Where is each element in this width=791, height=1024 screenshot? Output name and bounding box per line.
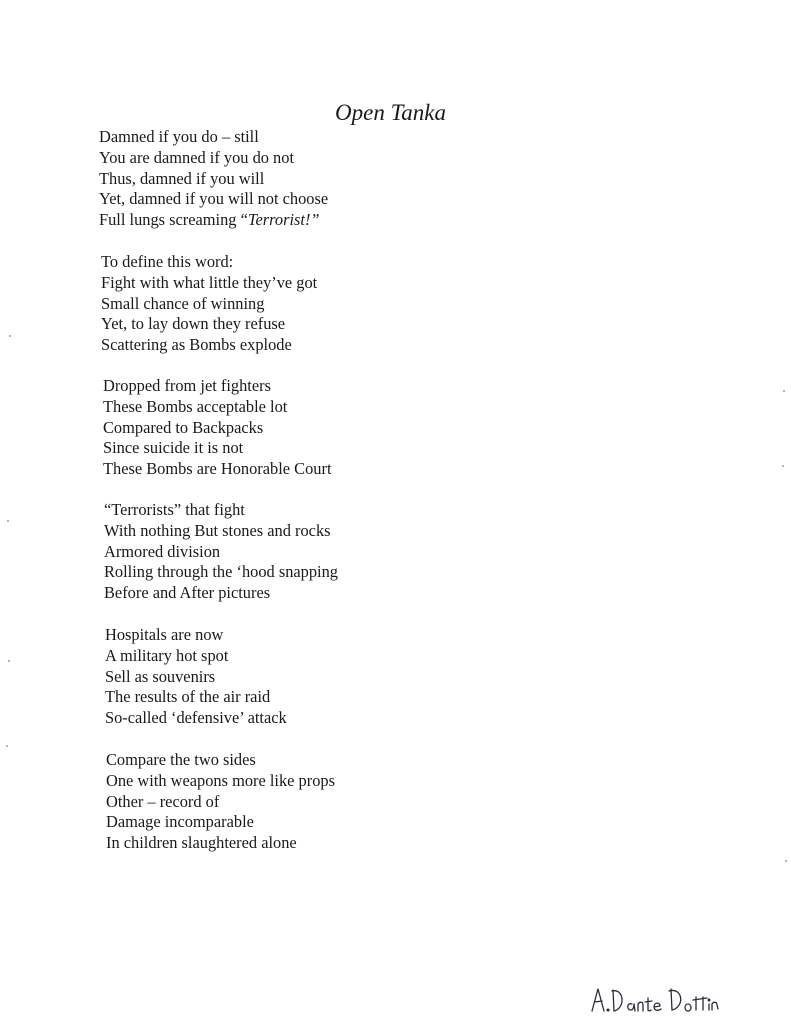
poem-line: So-called ‘defensive’ attack [105, 708, 287, 728]
scan-speck [7, 520, 9, 522]
poem-line: Sell as souvenirs [105, 666, 216, 686]
poem-line: Rolling through the ‘hood snapping [104, 562, 339, 582]
poem-line [99, 210, 328, 231]
poem-title: Open Tanka [335, 100, 446, 125]
poem-line: In children slaughtered alone [106, 833, 297, 853]
poem-line: These Bombs are Honorable Court [103, 459, 332, 479]
poem-line: Armored division [104, 541, 221, 561]
poem-line: With nothing But stones and rocks [104, 520, 331, 540]
stanza-6 [106, 750, 335, 854]
scan-speck [783, 390, 785, 392]
poem-line: These Bombs acceptable lot [103, 396, 288, 416]
poem-line: Before and After pictures [104, 583, 271, 603]
poem-line: Thus, damned if you will [99, 168, 265, 188]
poem-line: One with weapons more like props [106, 770, 335, 790]
poem-line: A military hot spot [105, 645, 229, 665]
poem-line: Since suicide it is not [103, 438, 244, 458]
poem-line: You are damned if you do not [99, 147, 294, 167]
poem-line: Small chance of winning [101, 293, 265, 313]
poem-line: Compare the two sides [106, 750, 256, 769]
stanza-3 [103, 376, 332, 480]
handwritten-signature [590, 985, 722, 1017]
stanza-5 [105, 625, 287, 729]
scan-speck [782, 465, 784, 467]
poem-line-text: Full lungs screaming “ [99, 210, 248, 230]
poem-line: Yet, damned if you will not choose [99, 189, 329, 209]
poem-line: The results of the air raid [105, 687, 271, 707]
poem-line: Dropped from jet fighters [103, 376, 271, 395]
poem-line: To define this word: [101, 252, 234, 271]
scan-speck [8, 660, 10, 662]
poem-line: Fight with what little they’ve got [101, 272, 318, 292]
poem-line: Yet, to lay down they refuse [101, 314, 286, 334]
stanza-1 [99, 127, 328, 231]
poem-line: Compared to Backpacks [103, 417, 264, 437]
scan-speck [785, 860, 787, 862]
scan-speck [9, 335, 11, 337]
emphasized-word: Terrorist!” [247, 210, 320, 230]
poem-line: Hospitals are now [105, 625, 224, 644]
poem-line: Other – record of [106, 791, 220, 811]
scan-speck [6, 745, 8, 747]
poem-line: Damage incomparable [106, 812, 254, 832]
poem-line: Damned if you do – still [99, 127, 259, 146]
poem-line: Scattering as Bombs explode [101, 335, 292, 355]
poem-line: “Terrorists” that fight [104, 500, 245, 519]
stanza-2 [101, 252, 317, 356]
stanza-4 [104, 500, 338, 604]
